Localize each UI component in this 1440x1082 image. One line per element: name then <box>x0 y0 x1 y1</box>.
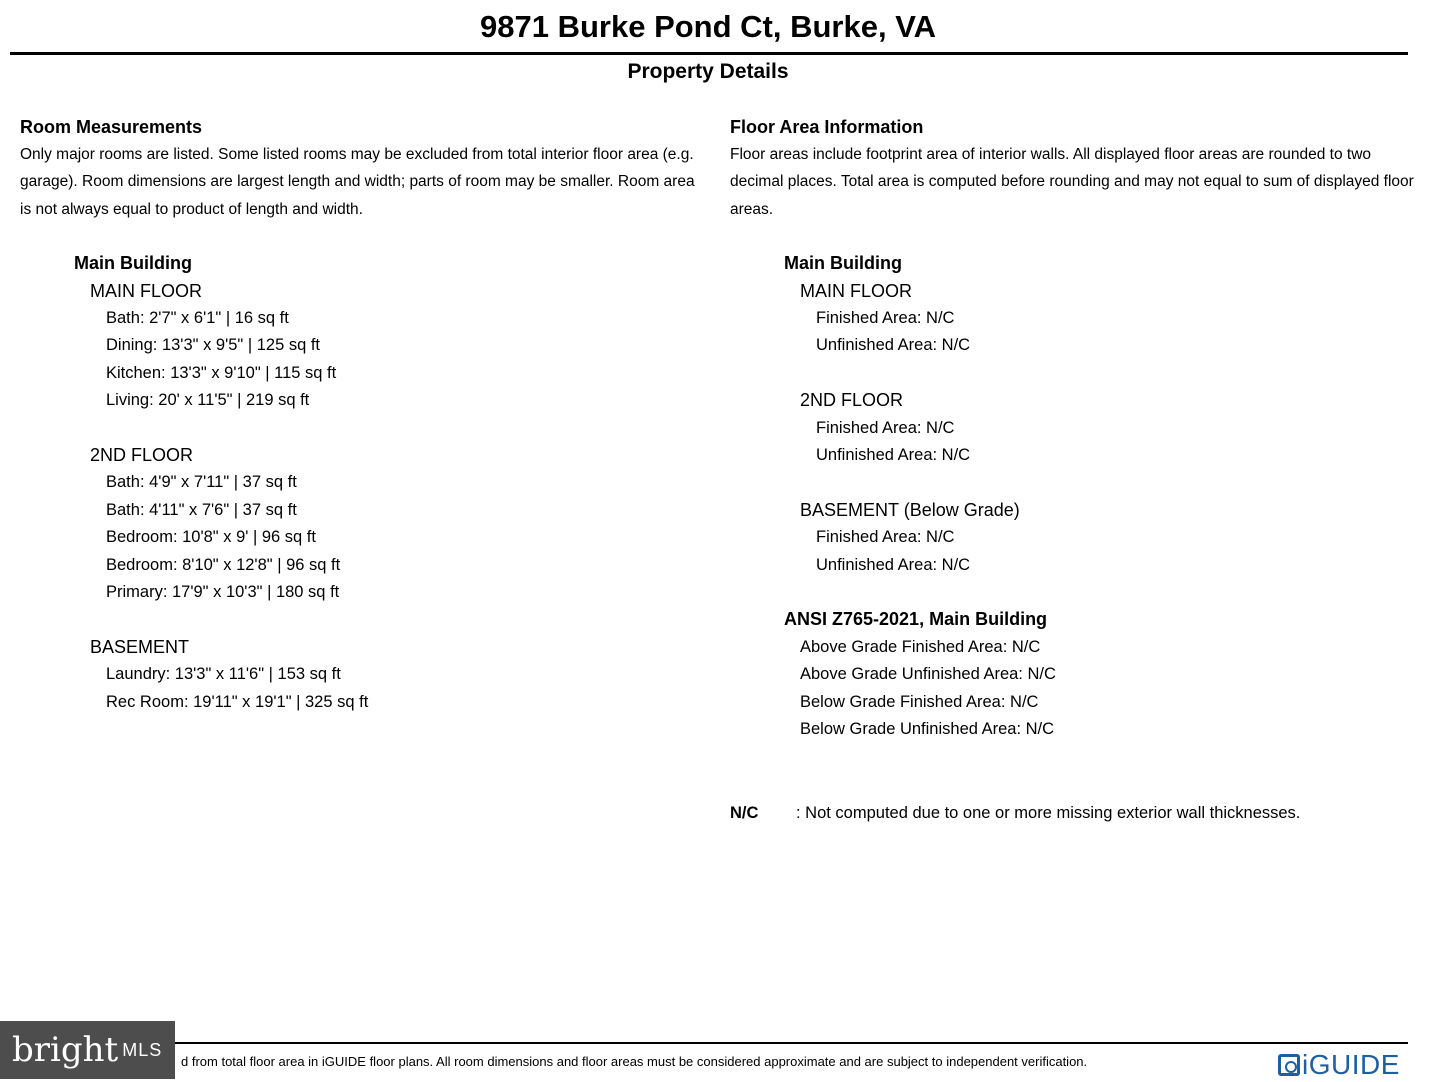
nc-legend-key: N/C <box>730 804 759 822</box>
floor-name: BASEMENT <box>90 636 190 657</box>
nc-legend-text: : Not computed due to one or more missing exterior wall thicknesses. <box>796 804 1301 822</box>
area-item: Unfinished Area: N/C <box>816 446 971 465</box>
floor-group <box>784 278 1420 360</box>
ansi-item: Above Grade Unfinished Area: N/C <box>800 665 1056 684</box>
area-item: Finished Area: N/C <box>816 528 955 547</box>
room-item: Bedroom: 8'10" x 12'8" | 96 sq ft <box>106 555 341 574</box>
ansi-item: Above Grade Finished Area: N/C <box>800 637 1041 656</box>
bright-watermark-suffix: MLS <box>122 1039 163 1060</box>
room-item: Bath: 4'11" x 7'6" | 37 sq ft <box>106 500 297 519</box>
room-measurements-description: Only major rooms are listed. Some listed rooms may be excluded from total interior floor area (e.g. garage). Room dimensions are largest length and width; parts of room may be smaller. Room area is not always equal to product of length and width. <box>20 146 695 218</box>
page-title: 9871 Burke Pond Ct, Burke, VA <box>480 9 936 44</box>
iguide-logo <box>1278 1048 1400 1082</box>
floor-area-heading: Floor Area Information <box>730 117 924 137</box>
room-item: Bath: 2'7" x 6'1" | 16 sq ft <box>106 309 289 328</box>
room-item: Primary: 17'9" x 10'3" | 180 sq ft <box>106 583 340 602</box>
footer-divider <box>175 1042 1408 1044</box>
ansi-item: Below Grade Finished Area: N/C <box>800 692 1039 711</box>
ansi-item: Below Grade Unfinished Area: N/C <box>800 720 1055 739</box>
floor-group <box>74 442 700 606</box>
area-item: Finished Area: N/C <box>816 418 955 437</box>
floor-area-section <box>730 114 1420 743</box>
floor-name: MAIN FLOOR <box>800 280 913 301</box>
building-name: Main Building <box>74 253 192 274</box>
floor-group <box>784 387 1420 469</box>
room-item: Laundry: 13'3" x 11'6" | 153 sq ft <box>106 665 341 684</box>
iguide-logo-text: iGUIDE <box>1302 1049 1400 1080</box>
area-item: Finished Area: N/C <box>816 309 955 328</box>
title-divider <box>10 52 1408 55</box>
floor-name: 2ND FLOOR <box>800 390 904 411</box>
building-name: Main Building <box>784 253 902 274</box>
area-item: Unfinished Area: N/C <box>816 555 971 574</box>
room-measurements-heading: Room Measurements <box>20 117 203 137</box>
room-item: Dining: 13'3" x 9'5" | 125 sq ft <box>106 336 321 355</box>
floor-name: BASEMENT (Below Grade) <box>800 499 1020 520</box>
room-list <box>20 250 700 716</box>
floor-group <box>74 634 700 716</box>
floor-name: MAIN FLOOR <box>90 280 203 301</box>
room-item: Bedroom: 10'8" x 9' | 96 sq ft <box>106 528 316 547</box>
room-item: Living: 20' x 11'5" | 219 sq ft <box>106 391 310 410</box>
room-measurements-section <box>20 114 700 743</box>
page-subtitle: Property Details <box>627 60 789 83</box>
footer-disclaimer: d from total floor area in iGUIDE floor plans. All room dimensions and floor areas must be considered approximate and are subject to independent verification. <box>181 1054 1088 1069</box>
floor-group <box>74 278 700 415</box>
nc-legend <box>730 800 1300 827</box>
area-item: Unfinished Area: N/C <box>816 336 971 355</box>
room-item: Kitchen: 13'3" x 9'10" | 115 sq ft <box>106 363 337 382</box>
floor-group <box>784 497 1420 579</box>
bright-mls-watermark <box>0 1021 175 1079</box>
floor-area-list <box>730 250 1420 743</box>
floor-area-description: Floor areas include footprint area of interior walls. All displayed floor areas are rounded to two decimal places. Total area is computed before rounding and may not equal to sum of displayed floor areas. <box>730 146 1414 218</box>
floor-name: 2ND FLOOR <box>90 445 194 466</box>
ansi-heading: ANSI Z765-2021, Main Building <box>784 609 1048 630</box>
bright-watermark-word: bright <box>12 1030 119 1070</box>
room-item: Bath: 4'9" x 7'11" | 37 sq ft <box>106 473 297 492</box>
iguide-logo-icon <box>1278 1054 1300 1076</box>
room-item: Rec Room: 19'11" x 19'1" | 325 sq ft <box>106 692 369 711</box>
